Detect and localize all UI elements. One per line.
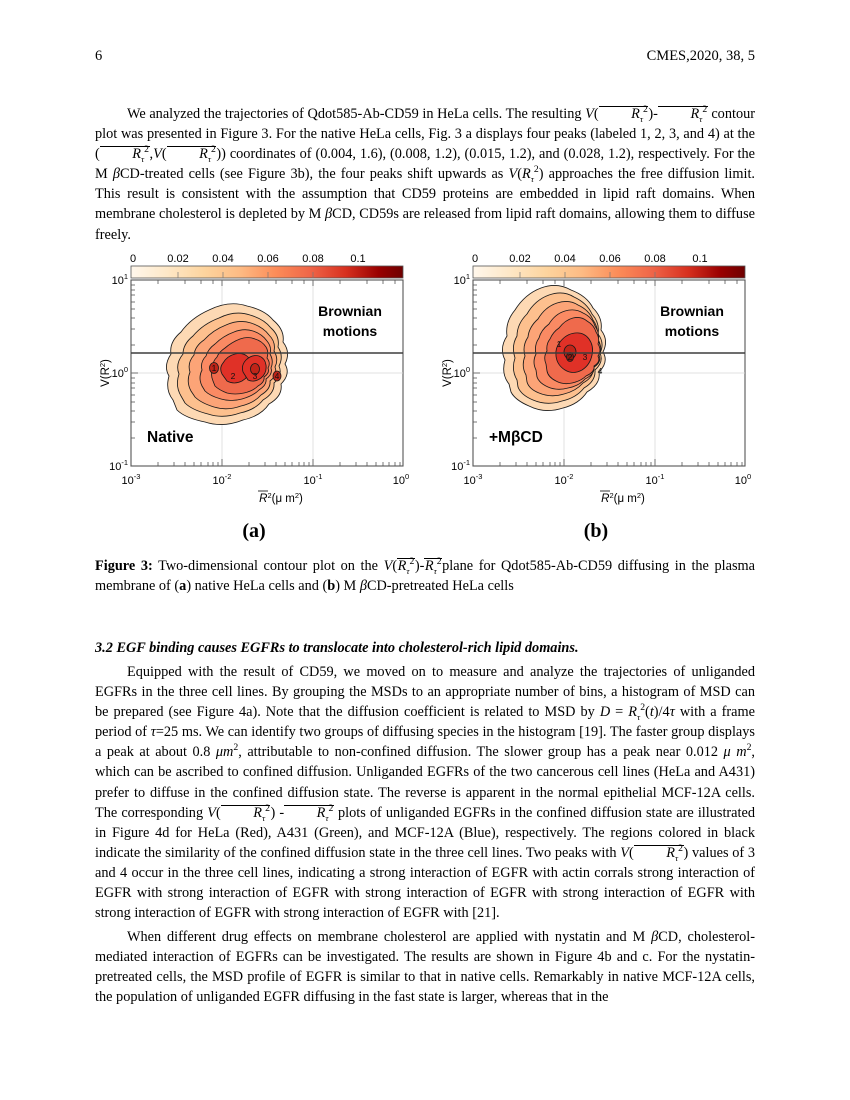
svg-text:R2(μ m2): $R^2(\mu$ $m^2$) <box>259 491 303 505</box>
svg-text:10-1: $10^{-1}$ <box>451 458 470 473</box>
peak-label-3-a: 3 <box>252 371 258 381</box>
p2-overline-2: $R_\tau^2$ <box>284 805 334 820</box>
svg-text:10-1: $10^{-1}$ <box>109 458 128 473</box>
p2-seg-c: =25 ms. We can identify two groups of diffusing species in the histogram [19]. The faster group displays a peak at about 0.8 <box>95 724 755 761</box>
caption-overline-2: $R_\tau^2$ <box>424 556 442 576</box>
y-axis-label-a: $V(R^2)$ <box>98 359 112 387</box>
caption-seg-4: ) native HeLa cells and ( <box>186 578 328 595</box>
math-v-rtau2-a: V <box>585 106 594 122</box>
paragraph-text: We analyzed the trajectories of Qdot585-Ab-CD59 in HeLa cells. The resulting V( $R_\tau^2)-$ $R_\tau^2$ contour plot was presented in Figure 3. For the native HeLa cells, Fig. 3 a displays four peaks (labeled 1, 2, 3, and 4) at the ( $R_\tau^2,V$( $R_\tau^2$)) coordinates of (0.004, 1.6), (0.008, 1.2), (0.015, 1.2), and (0.028, 1.2), respectively. For the M βCD-treated cells (see Figure 3b), the four peaks shift upwards as $V(R_\tau^2)$ approaches the free diffusion limit. This result is consistent with the assumption that CD59 proteins are embedded in lipid raft domains. When membrane cholesterol is depleted by M βCD, CD59s are released from lipid raft domains, allowing them to diffuse freely. <box>95 104 756 243</box>
p3-seg-b: CD, cholesterol-mediated interaction of EGFRs can be investigated. The results are shown in Figure 4b and c. For the nystatin-pretreated cells, the MSD profile of EGFR is similar to that in native cells. Remarkably in native MCF-12A cells, the population of unliganded EGFR diffusing in the fast state is larger, whereas that in the <box>95 929 755 1006</box>
figure-caption-label: Figure 3: <box>95 558 153 574</box>
p2-seg-e: , which can be ascribed to confined diffusion. Unliganded EGFRs of the two cancerous cell lines (HeLa and A431) prefer to diffuse in the confined diffusion state. The reverse is apparent in the normal epithelial MCF-12A cells. The corresponding <box>95 744 755 821</box>
contour-plot-b <box>437 250 755 518</box>
peak-label-1-a: 1 <box>211 363 217 373</box>
colorbar-a <box>130 253 403 278</box>
page-number: 6 <box>95 48 103 64</box>
paragraph-text-3 <box>95 927 755 1007</box>
beta-symbol-caption: β <box>359 578 367 595</box>
beta-symbol-1: β <box>112 166 120 183</box>
svg-text:10-3: $10^{-3}$ <box>121 472 141 487</box>
svg-text:motions: motions <box>322 323 378 339</box>
panel-b-mbcd <box>437 250 755 518</box>
svg-text:101: $10^1$ <box>453 272 470 287</box>
colorbar-tick-0-b: 0 <box>471 253 479 265</box>
svg-text:Brownian: Brownian <box>660 303 724 319</box>
p1-seg-f: CD, CD59s are released from lipid raft domains, allowing them to diffuse freely. <box>95 206 755 243</box>
panel-a-native <box>95 250 413 518</box>
contour-plot-a <box>95 250 413 518</box>
svg-text:100: $10^0$ <box>392 472 410 487</box>
svg-text:101: $10^1$ <box>111 272 128 287</box>
caption-seg-6: ) M <box>335 578 360 595</box>
p2-overline-1: $R_\tau^2$ <box>221 805 271 820</box>
svg-text:10-2: $10^{-2}$ <box>554 472 574 487</box>
colorbar-tick-2: 0.04 <box>212 253 234 265</box>
sublabel-b: (b) <box>583 520 609 542</box>
p2-seg-g: values of 3 and 4 occur in the three cell lines, indicating a strong interaction of EGFR with actin corrals strong interaction of EGFR with strong interaction of EGFR with strong interaction of EGFR with strong interaction of EGFR with strong interaction of EGFR with strong interaction of EGFR with [21]. <box>95 844 755 922</box>
figure-3 <box>95 250 755 543</box>
peak-label-4-b: 4 <box>597 366 603 376</box>
figure-caption: Figure 3: Two-dimensional contour plot on the $V(R_\tau^2)-R_\tau^2plane$ for Qdot585-Ab-CD59 diffusing in the plasma membrane of (a) native HeLa cells and (b) M βCD-pretreated HeLa cells <box>95 556 755 595</box>
svg-text:R2(μ m2): $R^2(\mu$ $m^2$) <box>601 491 645 505</box>
peak-label-1-b: 1 <box>556 339 562 349</box>
overline-r4: $R_\tau^2$ <box>167 146 217 161</box>
colorbar-tick-4-b: 0.08 <box>644 253 666 265</box>
svg-text:100: $10^0$ <box>453 365 470 380</box>
peak-label-2-b: 2 <box>567 352 573 362</box>
svg-text:100: $10^0$ <box>111 365 128 380</box>
peak-label-3-b: 3 <box>582 352 588 362</box>
x-axis-label-a <box>258 491 303 505</box>
p2-seg-a: Equipped with the result of CD59, we moved on to measure and analyze the trajectories of unliganded EGFRs in the three cell lines. By grouping the MSDs to an appropriate number of bins, a histogram of MSD can be prepared (see Figure 4a). Note that the diffusion coefficient is related to MSD by <box>95 664 755 721</box>
svg-text:motions: motions <box>664 323 720 339</box>
beta-symbol-3: β <box>651 929 659 945</box>
peak-label-4-a: 4 <box>274 371 280 381</box>
svg-text:100: $10^0$ <box>734 472 752 487</box>
p1-seg-b: contour plot was presented in Figure 3. For the native HeLa cells, Fig. 3 a displays four peaks (labeled 1, 2, 3, and 4) at the <box>95 106 756 143</box>
condition-label-b: +MβCD <box>489 429 543 446</box>
paragraph-1 <box>95 104 755 245</box>
svg-text:10-1: $10^{-1}$ <box>645 472 665 487</box>
y-axis-label-b: $V(R^2)$ <box>440 359 454 387</box>
svg-text:Brownian: Brownian <box>318 303 382 319</box>
caption-seg-5: b <box>327 578 336 595</box>
colorbar-tick-1: 0.02 <box>167 253 189 265</box>
journal-reference: CMES,2020, 38, 5 <box>646 48 755 64</box>
micron-sq-2: μ m <box>723 744 747 761</box>
colorbar-tick-0: 0 <box>129 253 137 265</box>
p1-seg-a: We analyzed the trajectories of Qdot585-Ab-CD59 in HeLa cells. The resulting <box>127 106 586 122</box>
colorbar-tick-5-b: 0.1 <box>692 253 708 265</box>
caption-seg-1: Two-dimensional contour plot on the <box>152 558 384 574</box>
colorbar-tick-4: 0.08 <box>302 253 324 265</box>
caption-seg-7: CD-pretreated HeLa cells <box>366 578 514 595</box>
overline-r3: $R_\tau^2$ <box>100 146 150 161</box>
svg-text:10-3: $10^{-3}$ <box>463 472 483 487</box>
paragraph-3 <box>95 927 755 1007</box>
svg-text:10-1: $10^{-1}$ <box>303 472 323 487</box>
tau-symbol: τ <box>150 724 156 741</box>
running-head <box>95 48 755 65</box>
p3-seg-a: When different drug effects on membrane cholesterol are applied with nystatin and M <box>127 929 652 945</box>
caption-overline-1: $R_\tau^2$ <box>397 556 415 576</box>
colorbar-tick-2-b: 0.04 <box>554 253 576 265</box>
overline-r: $R_\tau^2$ <box>599 106 649 121</box>
svg-text:10-2: $10^{-2}$ <box>212 472 232 487</box>
caption-seg-3: a <box>179 578 187 595</box>
p1-seg-d: CD-treated cells (see Figure 3b), the four peaks shift upwards as <box>119 166 509 183</box>
x-axis-label-b <box>600 491 645 505</box>
colorbar-tick-1-b: 0.02 <box>509 253 531 265</box>
micron-sq-1: μm <box>215 744 234 761</box>
beta-symbol-2: β <box>325 206 333 223</box>
p1-seg-e: approaches the free diffusion limit. This result is consistent with the assumption that CD59 proteins are embedded in lipid raft domains. When membrane cholesterol is depleted by M <box>95 166 755 223</box>
x-tick-labels-b <box>464 472 752 487</box>
p2-seg-b: with a frame period of <box>95 704 755 741</box>
p1-seg-c: coordinates of (0.004, 1.6), (0.008, 1.2), (0.015, 1.2), and (0.028, 1.2), respectively. For the M <box>95 146 755 183</box>
condition-label-a: Native <box>147 429 194 446</box>
p2-overline-3: $R_\tau^2$ <box>634 845 684 860</box>
colorbar-tick-5: 0.1 <box>350 253 366 265</box>
p2-seg-f: plots of unliganded EGFRs in the confined diffusion state are illustrated in Figure 4d for HeLa (Red), A431 (Green), and MCF-12A (Blue), respectively. The regions colored in black indicate the similarity of the confined diffusion state in the three cell lines. Two peaks with <box>95 804 755 861</box>
figure-panels <box>95 250 755 518</box>
paragraph-2 <box>95 662 755 923</box>
overline-r2: $R_\tau^2$ <box>658 106 708 121</box>
sublabel-a: (a) <box>242 520 266 542</box>
colorbar-tick-3: 0.06 <box>257 253 279 265</box>
x-tick-labels-a <box>122 472 410 487</box>
caption-seg-2: plane for Qdot585-Ab-CD59 diffusing in the plasma membrane of ( <box>95 558 755 595</box>
panel-sublabels <box>95 520 755 543</box>
colorbar-tick-3-b: 0.06 <box>599 253 621 265</box>
peak-label-2-a: 2 <box>230 371 236 381</box>
paragraph-text-2: Equipped with the result of CD59, we moved on to measure and analyze the trajectories of unliganded EGFRs in the three cell lines. By grouping the MSDs to an appropriate number of bins, a histogram of MSD can be prepared (see Figure 4a). Note that the diffusion coefficient is related to MSD by $D = R_\tau^2(t)/4\tau$ with a frame period of τ=25 ms. We can identify two groups of diffusing species in the histogram [19]. The faster group displays a peak at about 0.8 $\mu m^2$, attributable to non-confined diffusion. The slower group has a peak near 0.012 μ $m^2$, which can be ascribed to confined diffusion. Unliganded EGFRs of the two cancerous cell lines (HeLa and A431) prefer to diffuse in the confined diffusion state. The reverse is apparent in the normal epithelial MCF-12A cells. The corresponding V( $R_\tau^2) - R_\tau^2$ plots of unliganded EGFRs in the confined diffusion state are illustrated in Figure 4d for HeLa (Red), A431 (Green), and MCF-12A (Blue), respectively. The regions colored in black indicate the similarity of the confined diffusion state in the three cell lines. Two peaks with V( $R_\tau^2$) values of 3 and 4 occur in the three cell lines, indicating a strong interaction of EGFR with actin corrals strong interaction of EGFR with strong interaction of EGFR with strong interaction of EGFR with strong interaction of EGFR with strong interaction of EGFR with strong interaction of EGFR with [21]. <box>95 664 755 922</box>
p2-seg-d: , attributable to non-confined diffusion. The slower group has a peak near 0.012 <box>238 744 724 761</box>
section-heading-3-2: 3.2 EGF binding causes EGFRs to translocate into cholesterol-rich lipid domains. <box>95 640 579 656</box>
colorbar-b <box>472 253 745 278</box>
